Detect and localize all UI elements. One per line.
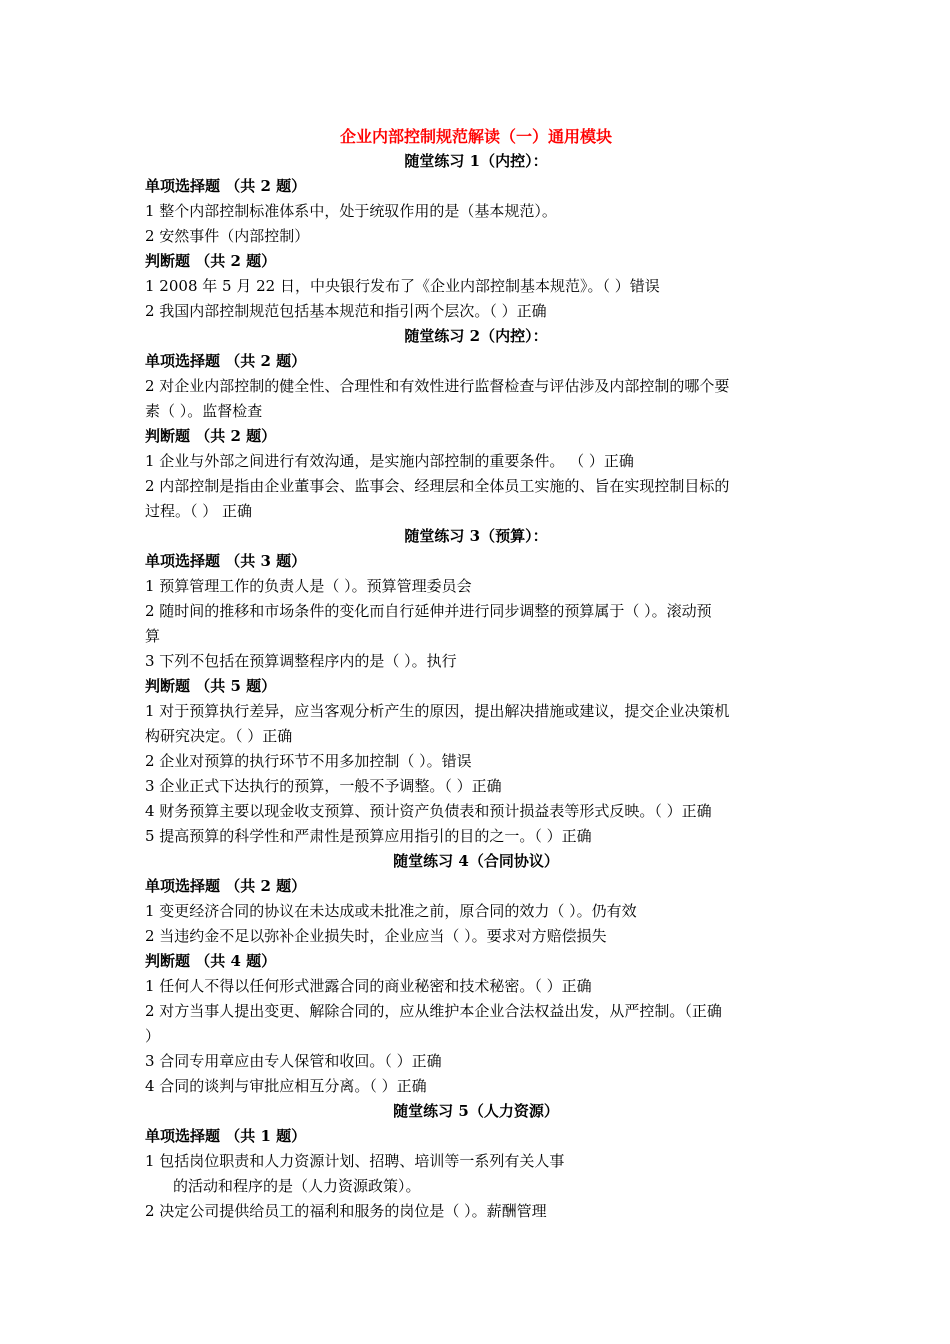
question-line: 1 变更经济合同的协议在未达成或未批准之前，原合同的效力（ ）。仍有效 <box>145 902 637 920</box>
section-heading-5: 随堂练习 5（人力资源） <box>393 1102 559 1120</box>
single-choice-heading: 单项选择题 （共 2 题） <box>145 177 307 195</box>
question-line: ） <box>145 1027 161 1045</box>
question-line: 过程。（ ） 正确 <box>145 502 253 520</box>
document-title: 企业内部控制规范解读（一）通用模块 <box>339 127 612 146</box>
question-line: 2 随时间的推移和市场条件的变化而自行延伸并进行同步调整的预算属于（ ）。滚动预 <box>145 602 712 620</box>
section-heading-2: 随堂练习 2（内控）： <box>404 327 548 345</box>
question-line: 2 内部控制是指由企业董事会、监事会、经理层和全体员工实施的、旨在实现控制目标的 <box>145 477 730 495</box>
question-line: 5 提高预算的科学性和严肃性是预算应用指引的目的之一。（ ）正确 <box>145 827 592 845</box>
section-heading-3: 随堂练习 3（预算）： <box>404 527 548 545</box>
judgment-heading: 判断题 （共 2 题） <box>145 252 277 270</box>
question-line: 1 包括岗位职责和人力资源计划、招聘、培训等一系列有关人事 <box>145 1152 565 1170</box>
question-line: 2 当违约金不足以弥补企业损失时，企业应当（ ）。要求对方赔偿损失 <box>145 927 607 945</box>
question-line: 2 我国内部控制规范包括基本规范和指引两个层次。（ ）正确 <box>145 302 547 320</box>
question-line: 1 对于预算执行差异，应当客观分析产生的原因，提出解决措施或建议，提交企业决策机 <box>145 702 730 720</box>
question-line: 2 对企业内部控制的健全性、合理性和有效性进行监督检查与评估涉及内部控制的哪个要 <box>145 377 730 395</box>
document-body <box>145 125 807 1224</box>
question-line: 4 财务预算主要以现金收支预算、预计资产负债表和预计损益表等形式反映。（ ）正确 <box>145 802 712 820</box>
judgment-heading: 判断题 （共 2 题） <box>145 427 277 445</box>
single-choice-heading: 单项选择题 （共 2 题） <box>145 352 307 370</box>
question-line: 构研究决定。（ ）正确 <box>145 727 293 745</box>
question-line: 1 2008 年 5 月 22 日，中央银行发布了《企业内部控制基本规范》。（ ）错误 <box>145 277 660 295</box>
single-choice-heading: 单项选择题 （共 2 题） <box>145 877 307 895</box>
question-line: 素（ ）。监督检查 <box>145 402 263 420</box>
judgment-heading: 判断题 （共 4 题） <box>145 952 277 970</box>
single-choice-heading: 单项选择题 （共 1 题） <box>145 1127 307 1145</box>
question-line: 2 企业对预算的执行环节不用多加控制（ ）。错误 <box>145 752 472 770</box>
single-choice-heading: 单项选择题 （共 3 题） <box>145 552 307 570</box>
judgment-heading: 判断题 （共 5 题） <box>145 677 277 695</box>
question-line: 1 预算管理工作的负责人是（ ）。预算管理委员会 <box>145 577 472 595</box>
question-line: 3 合同专用章应由专人保管和收回。（ ）正确 <box>145 1052 442 1070</box>
question-line: 1 企业与外部之间进行有效沟通，是实施内部控制的重要条件。 （ ）正确 <box>145 452 634 470</box>
question-line: 2 对方当事人提出变更、解除合同的，应从维护本企业合法权益出发，从严控制。（正确 <box>145 1002 722 1020</box>
section-heading-4: 随堂练习 4（合同协议） <box>393 852 559 870</box>
question-line: 4 合同的谈判与审批应相互分离。（ ）正确 <box>145 1077 427 1095</box>
question-line: 的活动和程序的是（人力资源政策）。 <box>173 1177 421 1195</box>
question-line: 1 整个内部控制标准体系中，处于统驭作用的是（基本规范）。 <box>145 202 557 220</box>
section-heading-1: 随堂练习 1（内控）： <box>404 152 548 170</box>
question-line: 算 <box>145 627 161 645</box>
question-line: 3 下列不包括在预算调整程序内的是（ ）。执行 <box>145 652 457 670</box>
question-line: 2 安然事件（内部控制） <box>145 227 310 245</box>
question-line: 2 决定公司提供给员工的福利和服务的岗位是（ ）。薪酬管理 <box>145 1202 547 1220</box>
question-line: 1 任何人不得以任何形式泄露合同的商业秘密和技术秘密。（ ）正确 <box>145 977 592 995</box>
question-line: 3 企业正式下达执行的预算，一般不予调整。（ ）正确 <box>145 777 502 795</box>
